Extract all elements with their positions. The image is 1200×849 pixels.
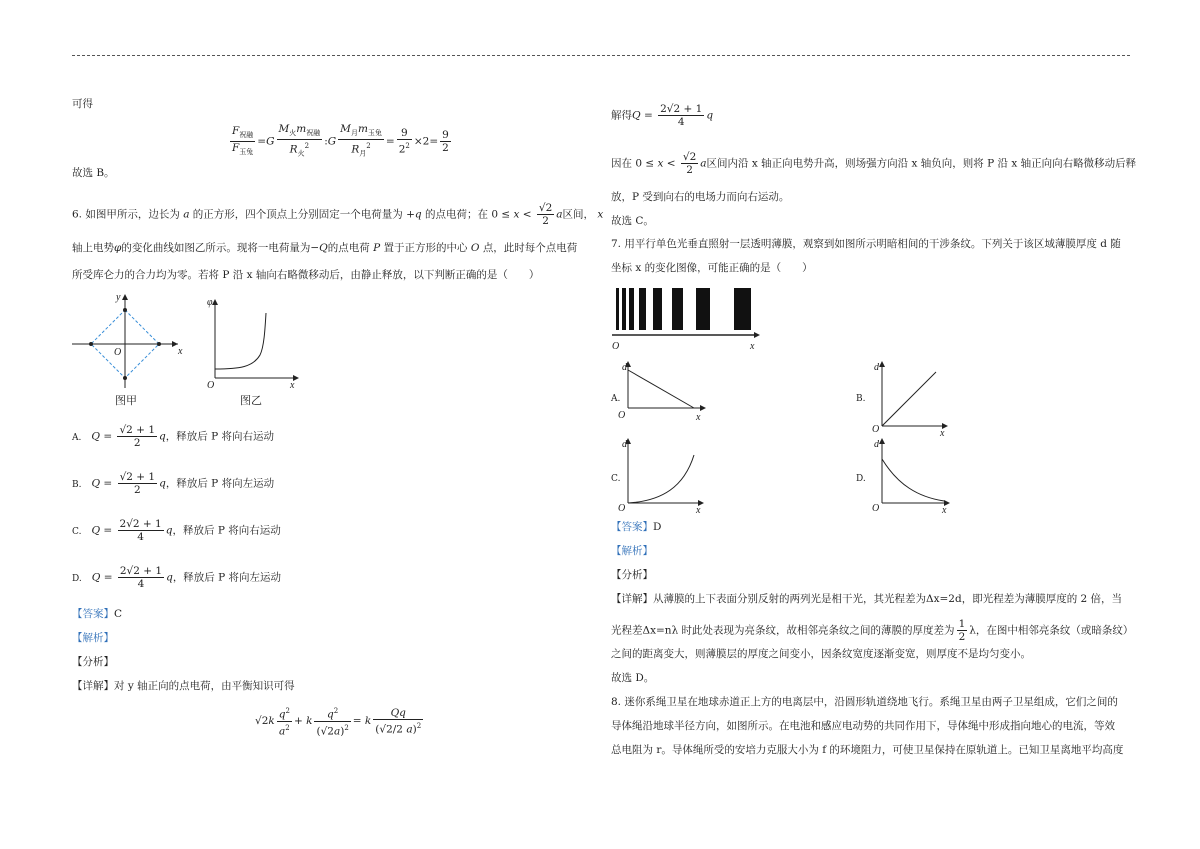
answer-line-right: 【答案】D: [611, 521, 662, 533]
q6-line2e: 点，此时每个点电荷: [482, 242, 578, 254]
graph-d-label: D.: [856, 474, 866, 484]
q6-line1c: 的点电荷；在: [425, 208, 488, 221]
svg-text:x: x: [696, 505, 701, 516]
because-line2: 放，P 受到向右的电场力而向右运动。: [611, 191, 790, 203]
xiangjie-left: 【详解】对 y 轴正向的点电荷，由平衡知识可得: [72, 680, 295, 692]
because-line1: 因在 0 ≤ x < $\frac{√2}{2}$ a区间内沿 x 轴正向电势升高，则场强方向沿 x 轴负向，则将 P 沿 x 轴正向向右略微移动后释: [611, 151, 1137, 176]
q8-line1: 8. 迷你系绳卫星在地球赤道正上方的电离层中，沿圆形轨道绕地飞行。系绳卫星由两子卫星组成，它们之间的: [611, 696, 1118, 708]
q6-line1d: 区间，: [562, 208, 595, 221]
svg-text:O: O: [618, 503, 626, 514]
graph-c: [618, 437, 712, 516]
fenxi-right: 【分析】: [611, 569, 653, 581]
jiede-line: 解得Q = $\frac{2√2 + 1}{4}$ q: [611, 103, 714, 128]
svg-text:d: d: [622, 362, 627, 373]
text-guxuan-b: 故选 B。: [72, 167, 115, 179]
svg-text:d: d: [874, 362, 879, 373]
option-d[interactable]: D. Q = $\frac{2√2 + 1}{4}$ q，释放后 P 将向左运动: [72, 565, 282, 590]
text-kede: 可得: [72, 98, 93, 110]
graph-a: [618, 360, 712, 423]
xj-line1: 【详解】从薄膜的上下表面分别反射的两列光是相干光，其光程差为Δx=2d，即光程差为薄膜厚度的 2 倍，当: [611, 593, 1123, 605]
q6-line2b: 的变化曲线如图乙所示。现将一电荷量为: [121, 242, 311, 254]
answer-line-left: 【答案】C: [72, 608, 123, 620]
option-a[interactable]: A. Q = $\frac{√2 + 1}{2}$ q，释放后 P 将向右运动: [72, 424, 274, 449]
q7-line1: 7. 用平行单色光垂直照射一层透明薄膜，观察到如图所示明暗相间的干涉条纹。下列关于该区域薄膜厚度 d 随: [611, 238, 1121, 250]
svg-text:φ: φ: [207, 297, 213, 308]
fenxi-left: 【分析】: [72, 656, 114, 668]
q6-line3: 所受库仑力的合力均为零。若将 P 沿 x 轴向右略微移动后，由静止释放，以下判断正确的是（ ）: [72, 269, 540, 281]
svg-text:O: O: [612, 341, 620, 352]
q6-line1b: 的正方形，四个顶点上分别固定一个电荷量为: [192, 208, 403, 221]
fringe-figure: [610, 284, 770, 354]
q7-line2: 坐标 x 的变化图像，可能正确的是（ ）: [611, 262, 813, 274]
graph-b-label: B.: [856, 394, 866, 404]
option-b[interactable]: B. Q = $\frac{√2 + 1}{2}$ q，释放后 P 将向左运动: [72, 471, 275, 496]
svg-text:O: O: [114, 347, 122, 358]
graph-c-label: C.: [611, 474, 621, 484]
q6-line1a: 6. 如图甲所示，边长为: [72, 208, 180, 221]
svg-text:x: x: [290, 380, 295, 391]
svg-text:x: x: [750, 341, 755, 352]
header-rule: [72, 55, 1130, 56]
svg-text:x: x: [940, 428, 945, 439]
figure-jia: [70, 290, 190, 390]
svg-text:O: O: [872, 503, 880, 514]
svg-text:O: O: [207, 380, 215, 391]
q6-line2d: 置于正方形的中心: [383, 242, 468, 254]
q6-line2a: 轴上电势: [72, 242, 114, 254]
caption-jia: 图甲: [115, 394, 137, 407]
svg-text:x: x: [696, 412, 701, 423]
graph-d: [872, 437, 966, 516]
xj-line3: 之间的距离变大，则薄膜层的厚度之间变小，因条纹宽度逐渐变宽，则厚度不是均匀变小。: [611, 648, 1031, 660]
svg-text:y: y: [116, 292, 121, 303]
formula-balance: √2k $\frac{q^2}{a^2}$ + k $\frac{q^2}{(√2a)^2}$ = k $\frac{Qq}{(√2/2 a)^2}$: [255, 706, 422, 737]
graph-a-label: A.: [611, 394, 621, 404]
q6-line2c: 的点电荷: [327, 242, 370, 254]
jiexi-right: 【解析】: [611, 545, 653, 557]
graph-b: [872, 360, 966, 439]
svg-text:d: d: [874, 439, 879, 450]
svg-text:x: x: [178, 346, 183, 357]
option-c[interactable]: C. Q = $\frac{2√2 + 1}{4}$ q，释放后 P 将向右运动: [72, 518, 281, 543]
svg-text:O: O: [872, 424, 880, 435]
formula-ratio: $\frac{F_{祝融}}{F_{玉兔}}$ =G $\frac{M_火m_{祝融}}{R_火^2}$ :G $\frac{M_月m_{玉兔}}{R_月^2}$ = $\frac{9}{2^2}$ ×2= $\frac{9}{2}$: [232, 123, 449, 158]
text-guxuan-d: 故选 D。: [611, 672, 655, 684]
q8-line2: 导体绳沿地球半径方向，如图所示。在电池和感应电动势的共同作用下，导体绳中形成指向地心的电流，等效: [611, 720, 1115, 732]
caption-yi: 图乙: [240, 394, 262, 407]
text-guxuan-c: 故选 C。: [611, 215, 654, 227]
xj-line2: 光程差Δx=nλ 时此处表现为亮条纹，故相邻亮条纹之间的薄膜的厚度差为 $\frac{1}{2}$ λ，在图中相邻亮条纹（或暗条纹）: [611, 618, 1134, 643]
svg-text:O: O: [618, 410, 626, 421]
q8-line3: 总电阻为 r。导体绳所受的安培力克服大小为 f 的环境阻力，可使卫星保持在原轨道上。已知卫星离地平均高度: [611, 744, 1124, 756]
svg-text:x: x: [942, 505, 947, 516]
q6-line1: 6. 如图甲所示，边长为 a 的正方形，四个顶点上分别固定一个电荷量为 +q 的点电荷；在 0 ≤ x < $\frac{√2}{2}$ a区间， x: [72, 202, 604, 227]
figure-yi: [205, 295, 305, 390]
jiexi-left: 【解析】: [72, 632, 114, 644]
q6-line2: 轴上电势φ的变化曲线如图乙所示。现将一电荷量为−Q的点电荷 P 置于正方形的中心 O 点，此时每个点电荷: [72, 242, 578, 254]
svg-text:d: d: [622, 439, 627, 450]
